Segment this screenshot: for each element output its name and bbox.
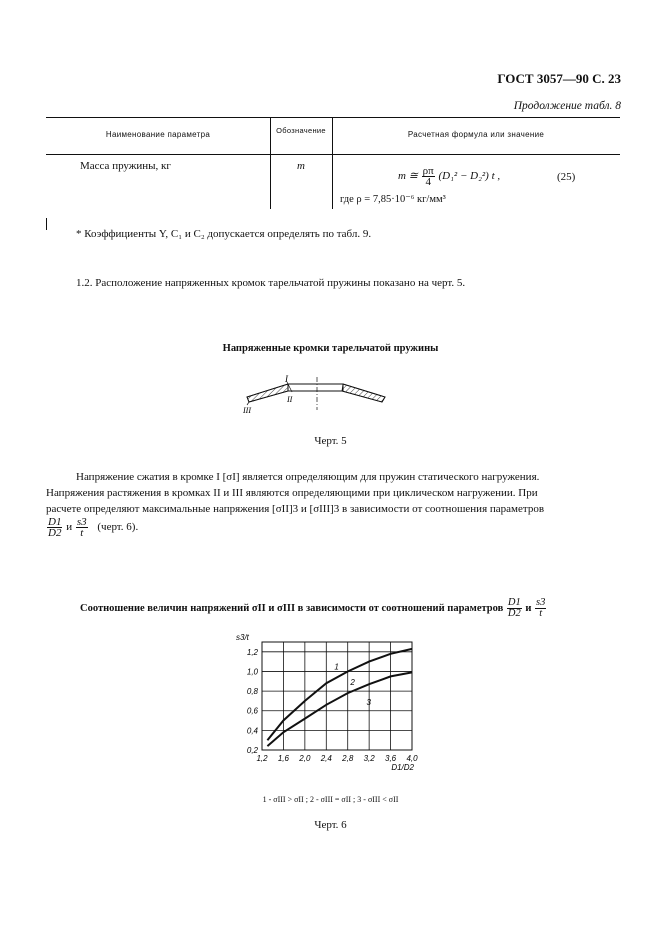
y-tick-label: 0,4 xyxy=(246,726,258,736)
y-tick-label: 1,0 xyxy=(246,667,258,677)
edge-label-I: I xyxy=(285,374,288,384)
param-mass: Масса пружины, кг xyxy=(80,160,171,172)
stress-ratio-chart xyxy=(222,630,422,780)
formula-fraction xyxy=(422,166,435,187)
x-axis-label: D1/D2 xyxy=(391,763,414,772)
formula-denominator: 4 xyxy=(425,176,431,188)
figure6-title-text: Соотношение величин напряжений σII и σIII в зависимости от соотношений параметров xyxy=(80,602,504,614)
figure5-caption: Черт. 5 xyxy=(314,435,347,447)
x-tick-label: 4,0 xyxy=(406,754,418,763)
plot-frame xyxy=(262,642,412,750)
formula-lhs: m ≅ xyxy=(398,170,418,183)
y-tick-label: 1,2 xyxy=(246,647,258,657)
x-tick-label: 1,2 xyxy=(256,754,268,763)
ratio-d1-d2 xyxy=(47,517,62,538)
table-continuation: Продолжение табл. 8 xyxy=(513,100,621,112)
x-tick-label: 3,6 xyxy=(385,754,397,763)
x-tick-label: 3,2 xyxy=(363,754,375,763)
ratio-s3-t xyxy=(76,517,88,538)
y-tick-label: 0,6 xyxy=(246,706,258,716)
figure6-s3: s3 xyxy=(536,597,546,608)
mass-formula xyxy=(398,166,500,187)
figure6-d1: D1 xyxy=(507,597,521,608)
stress-line-1: Напряжение сжатия в кромке I [σI] является определяющим для пружин статического нагружения. xyxy=(76,471,540,483)
y-tick-label: 0,8 xyxy=(246,687,258,697)
paragraph-1-2: 1.2. Расположение напряженных кромок тарельчатой пружины показано на черт. 5. xyxy=(76,277,466,289)
x-tick-label: 2,4 xyxy=(320,754,332,763)
edge-label-II: II xyxy=(287,395,293,404)
curve-label-3: 3 xyxy=(366,697,371,707)
x-tick-label: 2,8 xyxy=(342,754,354,763)
figure6-ratio-d xyxy=(507,598,522,619)
symbol-m: m xyxy=(297,160,305,172)
curve-label-1: 1 xyxy=(334,662,339,672)
formula-numerator: ρπ xyxy=(422,165,434,177)
spring-edges-diagram xyxy=(235,372,395,414)
column-header-parameter: Наименование параметра xyxy=(105,130,211,139)
stress-line-4 xyxy=(46,517,138,538)
page-header: ГОСТ 3057—90 С. 23 xyxy=(497,71,621,86)
figure6-legend: 1 - σIII > σII ; 2 - σIII = σII ; 3 - σIII < σII xyxy=(262,795,399,804)
ratio-d1-num: D1 xyxy=(48,516,62,528)
column-header-symbol: Обозначение xyxy=(276,126,326,135)
figure6-and: и xyxy=(525,602,532,614)
formula-number: (25) xyxy=(557,171,576,183)
stress-line-2: Напряжения растяжения в кромках II и III являются определяющими при циклическом нагружении. При xyxy=(46,487,538,499)
column-header-formula: Расчетная формула или значение xyxy=(407,130,545,139)
figure6-d2: D2 xyxy=(507,608,521,619)
y-tick-label: 0,2 xyxy=(246,746,258,755)
curve-label-2: 2 xyxy=(350,678,355,688)
y-axis-label: s3/t xyxy=(236,633,249,642)
figure5-title: Напряженные кромки тарельчатой пружины xyxy=(222,343,439,354)
chart6-reference: (черт. 6). xyxy=(97,521,139,534)
x-tick-label: 2,0 xyxy=(299,754,311,763)
figure6-caption: Черт. 6 xyxy=(314,819,347,831)
edge-label-III: III xyxy=(243,406,251,414)
density-value: где ρ = 7,85·10⁻⁶ кг/мм³ xyxy=(340,194,446,205)
ratio-d2-den: D2 xyxy=(48,527,62,539)
x-tick-label: 1,6 xyxy=(277,754,289,763)
footnote: * Коэффициенты Y, C₁ и C₂ допускается определять по табл. 9. xyxy=(76,228,372,240)
stress-line-3: расчете определяют максимальные напряжения [σII]3 и [σIII]3 в зависимости от соотношения параметров xyxy=(46,503,545,515)
formula-rhs: (D₁² − D₂²) t , xyxy=(438,170,501,183)
ratio-s3-num: s3 xyxy=(76,516,87,528)
ratio-and: и xyxy=(66,521,73,534)
figure6-title xyxy=(80,598,547,619)
figure6-ratio-s xyxy=(535,598,546,619)
ratio-t-den: t xyxy=(80,527,84,539)
figure6-t: t xyxy=(539,608,543,619)
